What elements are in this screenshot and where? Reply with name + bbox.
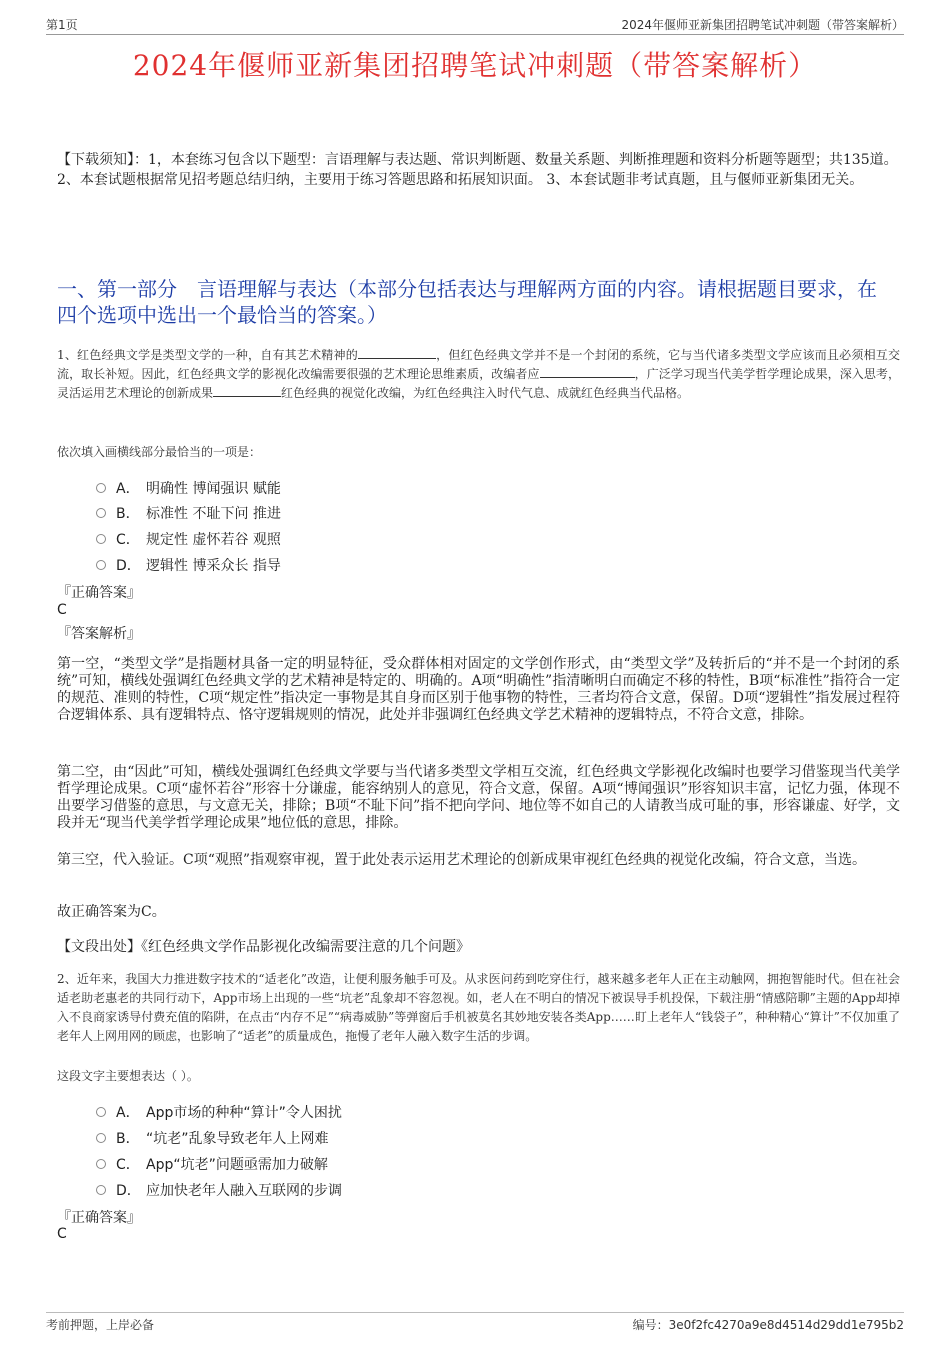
q1-analysis-paragraph-3: 第三空，代入验证。C项“观照”指观察审视，置于此处表示运用艺术理论的创新成果审视红色经典的视觉化改编，符合文意，当选。 <box>57 852 867 868</box>
section-title: 一、第一部分 言语理解与表达（本部分包括表达与理解两方面的内容。请根据题目要求，在四个选项中选出一个最恰当的答案。） <box>57 277 877 327</box>
q1-conclusion: 故正确答案为C。 <box>57 904 166 920</box>
q1-source: 【文段出处】《红色经典文学作品影视化改编需要注意的几个问题》 <box>57 939 470 955</box>
q1-text-a: 1、红色经典文学是类型文学的一种，自有其艺术精神的 <box>57 348 358 362</box>
q1-analysis-label: 『答案解析』 <box>57 626 141 642</box>
q1-text-b: ，但红色经典文学并不是一个封闭的系统，它与当代诸多类型文学应该而且必须相互交流，取长补短。因此，红色经典文学的影视化改编需要很强的艺术理论思维素质，改编者应 <box>57 348 900 381</box>
footer-doc-id: 编号：3e0f2fc4270a9e8d4514d29dd1e795b2 <box>632 1318 904 1332</box>
question-2-prompt: 这段文字主要想表达（ ）。 <box>57 1069 199 1083</box>
page-header <box>46 14 904 35</box>
radio-icon[interactable] <box>96 1159 106 1169</box>
radio-icon[interactable] <box>96 560 106 570</box>
page-number: 第1页 <box>46 18 78 32</box>
q2-option-c[interactable]: C． App“坑老”问题亟需加力破解 <box>96 1154 328 1174</box>
q1-option-d[interactable]: D． 逻辑性 博采众长 指导 <box>96 555 281 575</box>
radio-icon[interactable] <box>96 1133 106 1143</box>
q1-text-d: 红色经典的视觉化改编，为红色经典注入时代气息、成就红色经典当代品格。 <box>281 386 690 400</box>
q1-text-c: ，广泛学习现当代美学哲学理论成果，深入思考，灵活运用艺术理论的创新成果 <box>57 367 900 400</box>
q1-option-a[interactable]: A． 明确性 博闻强识 赋能 <box>96 478 281 498</box>
fill-blank-2 <box>540 365 635 378</box>
q1-option-c[interactable]: C． 规定性 虚怀若谷 观照 <box>96 529 281 549</box>
q1-analysis-paragraph-1: 第一空，“类型文学”是指题材具备一定的明显特征，受众群体相对固定的文学创作形式，由“类型文学”及转折后的“并不是一个封闭的系统”可知，横线处强调红色经典文学的艺术精神是特定的、明确的。A项“明确性”指清晰明白而确定不移的特性，B项“标准性”指符合一定的规范、准则的特性，C项“规定性”指决定一事物是其自身而区别于他事物的特性，三者均符合文意，保留。D项“逻辑性”指发展过程符合逻辑体系、具有逻辑特点、恪守逻辑规则的情况，此处并非强调红色经典文学艺术精神的逻辑特点，不符合文意，排除。 <box>57 656 900 723</box>
q1-option-b[interactable]: B． 标准性 不耻下问 推进 <box>96 503 281 523</box>
q2-option-a[interactable]: A． App市场的种种“算计”令人困扰 <box>96 1102 342 1122</box>
question-1-text <box>57 346 900 403</box>
q2-option-d[interactable]: D． 应加快老年人融入互联网的步调 <box>96 1180 342 1200</box>
page-title: 2024年偃师亚新集团招聘笔试冲刺题（带答案解析） <box>132 49 818 82</box>
fill-blank-3 <box>213 384 281 397</box>
q1-answer: C <box>57 602 67 618</box>
header-doc-title: 2024年偃师亚新集团招聘笔试冲刺题（带答案解析） <box>621 18 904 32</box>
q2-answer: C <box>57 1226 67 1242</box>
q2-option-b[interactable]: B． “坑老”乱象导致老年人上网难 <box>96 1128 329 1148</box>
q1-analysis-paragraph-2: 第二空，由“因此”可知，横线处强调红色经典文学要与当代诸多类型文学相互交流，红色经典文学影视化改编时也要学习借鉴现当代美学哲学理论成果。C项“虚怀若谷”形容十分谦虚，能容纳别人的意见，符合文意，保留。A项“博闻强识”形容知识丰富，记忆力强，体现不出要学习借鉴的意思，与文意无关，排除；B项“不耻下问”指不把向学问、地位等不如自己的人请教当成可耻的事，形容谦虚、好学，文段并无“现当代美学哲学理论成果”地位低的意思，排除。 <box>57 764 900 831</box>
radio-icon[interactable] <box>96 508 106 518</box>
download-notice: 【下载须知】：1，本套练习包含以下题型：言语理解与表达题、常识判断题、数量关系题、判断推理题和资料分析题等题型；共135道。 2、本套试题根据常见招考题总结归纳，主要用于练习答题思路和拓展知识面。 3、本套试题非考试真题，且与偃师亚新集团无关。 <box>57 152 898 188</box>
radio-icon[interactable] <box>96 1107 106 1117</box>
q2-answer-label: 『正确答案』 <box>57 1210 141 1226</box>
q1-answer-label: 『正确答案』 <box>57 585 141 601</box>
question-1-prompt: 依次填入画横线部分最恰当的一项是： <box>57 445 262 459</box>
radio-icon[interactable] <box>96 534 106 544</box>
radio-icon[interactable] <box>96 1185 106 1195</box>
question-2-text: 2、近年来，我国大力推进数字技术的“适老化”改造，让便利服务触手可及。从求医问药到吃穿住行，越来越多老年人正在主动触网，拥抱智能时代。但在社会适老助老惠老的共同行动下，App市场上出现的一些“坑老”乱象却不容忽视。如，老人在不明白的情况下被误导手机投保，下载注册“情感陪聊”主题的App却掉入不良商家诱导付费充值的陷阱，在点击“内存不足”“病毒威胁”等弹窗后手机被莫名其妙地安装各类App……盯上老年人“钱袋子”，种种精心“算计”不仅加重了老年人上网用网的顾虑，也影响了“适老”的质量成色，拖慢了老年人融入数字生活的步调。 <box>57 972 900 1043</box>
footer-slogan: 考前押题，上岸必备 <box>46 1318 155 1332</box>
radio-icon[interactable] <box>96 483 106 493</box>
page-footer <box>46 1312 904 1333</box>
fill-blank-1 <box>358 346 436 359</box>
